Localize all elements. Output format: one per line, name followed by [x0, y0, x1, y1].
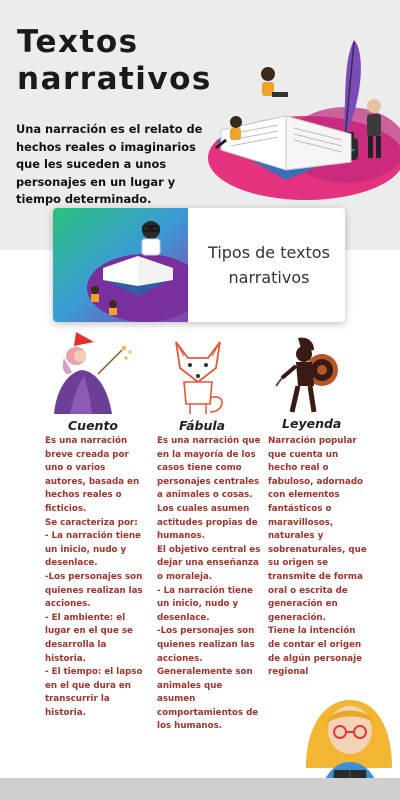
fabula-text: Es una narración que en la mayoría de los casos tiene como personajes centrales a animales o cosas. Los cuales asumen actitudes propias de humanos. El objetivo central es dejar una enseñanza o moraleja. - La narración tiene un inicio, nudo y desenlace. -Los personajes son quienes realizan las acciones. Generalemente son animales que asumen comportamientos de los humanos.: [157, 436, 261, 732]
fabula-heading: Fábula: [179, 418, 226, 433]
leyenda-text: Narración popular que cuenta un hecho real o fabuloso, adornado con elementos fantásticos o maravillosos, naturales y sobrenaturales, que su origen se transmite de forma oral o escrita de generación en generación. Tiene la intención de contar el origen de algún personaje regional: [268, 436, 367, 678]
cuento-heading: Cuento: [68, 418, 119, 433]
leyenda-heading: Leyenda: [282, 416, 342, 431]
fox-illustration: [170, 338, 226, 416]
page-title: [17, 24, 212, 98]
cuento-text: Es una narración breve creada por uno o varios autores, basada en hechos reales o ficticios. Se caracteriza por: - La narración tiene un inicio, nudo y desenlace. -Los personajes son quienes realizan las acciones. - El ambiente: el lugar en el que se desarrolla la historia. - El tiempo: el lapso en el que dura en transcurrir la historia.: [45, 436, 143, 718]
types-card: [53, 208, 345, 322]
intro-text: Una narración es el relato de hechos reales o imaginarios que les suceden a unos personajes en un lugar y tiempo determinado.: [16, 122, 203, 206]
card-title: Tipos de textos narrativos: [208, 243, 330, 287]
book-reading-illustration: [186, 30, 400, 200]
spartan-warrior-illustration: [274, 334, 344, 416]
title-line-1: Textos: [17, 24, 139, 60]
reader-illustration: [53, 208, 188, 322]
title-line-2: narrativos: [17, 61, 212, 97]
fairy-godmother-illustration: [46, 330, 138, 418]
footer-bar: [0, 778, 400, 800]
